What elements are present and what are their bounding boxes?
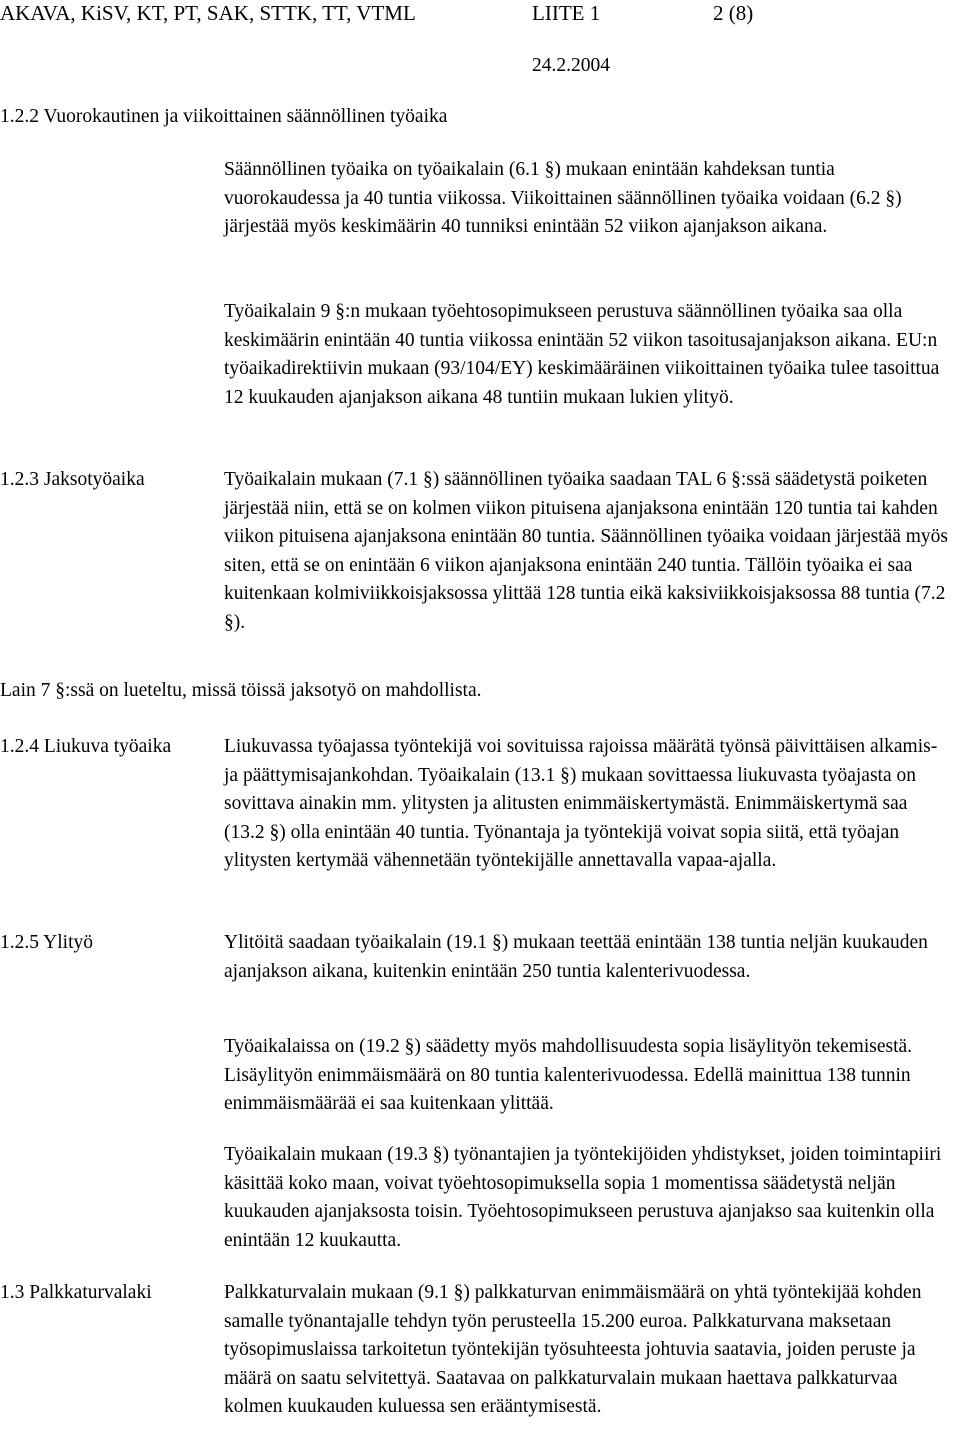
header-page-number: 2 (8) (713, 1, 754, 25)
paragraph: Liukuvassa työajassa työntekijä voi sovituissa rajoissa määrätä työnsä päivittäisen alkamis- ja päättymisajankohdan. Työaikalain (13.1 §) mukaan sovittaessa liukuvasta työajasta on sovittava ainakin mm. ylitysten ja alitusten enimmäiskertymästä. Enimmäiskertymä saa (13.2 §) olla enintään 40 tuntia. Työnantaja ja työntekijä voivat sopia siitä, että työajan ylitysten kertymää vähennetään työntekijälle annettavalla vapaa-ajalla. (224, 736, 938, 872)
section-label-1-2-4: 1.2.4 Liukuva työaika (0, 736, 172, 757)
section-title-1-2-2: 1.2.2 Vuorokautinen ja viikoittainen säännöllinen työaika (0, 106, 448, 127)
paragraph: Työaikalaissa on (19.2 §) säädetty myös mahdollisuudesta sopia lisäylityön tekemisestä. Lisäylityön enimmäismäärä on 80 tuntia kalenterivuodessa. Edellä mainittua 138 tunnin enimmäismäärää ei saa kuitenkaan ylittää. (224, 1036, 913, 1115)
section-1-2-2-body (224, 156, 952, 242)
section-label-1-2-5: 1.2.5 Ylityö (0, 932, 93, 953)
paragraph: Työaikalain mukaan (19.3 §) työnantajien ja työntekijöiden yhdistykset, joiden toimintapiiri käsittää koko maan, voivat työehtosopimuksella sopia 1 momentissa säädetystä neljän kuukauden ajanjaksosta toisin. Työehtosopimukseen perustuva ajanjakso saa kuitenkin olla enintään 12 kuukautta. (224, 1144, 942, 1251)
section-1-2-3-body (224, 466, 952, 638)
section-1-2-5-body-2 (224, 1033, 952, 1119)
paragraph: Työaikalain 9 §:n mukaan työehtosopimukseen perustuva säännöllinen työaika saa olla keskimäärin enintään 40 tuntia viikossa enintään 52 viikon tasoitusajanjakson aikana. EU:n työaikadirektiivin mukaan (93/104/EY) keskimääräinen viikoittainen työaika tulee tasoittua 12 kuukauden ajanjakson aikana 48 tuntiin mukaan lukien ylityö. (224, 301, 940, 408)
paragraph: Työaikalain mukaan (7.1 §) säännöllinen työaika saadaan TAL 6 §:ssä säädetystä poiketen järjestää niin, että se on kolmen viikon pituisena ajanjaksona enintään 120 tuntia tai kahden viikon pituisena ajanjaksona enintään 80 tuntia. Säännöllinen työaika voidaan järjestää myös siten, että se on enintään 6 viikon ajanjaksona enintään 240 tuntia. Tällöin työaika ei saa kuitenkaan kolmiviikkoisjaksossa ylittää 128 tuntia eikä kaksiviikkoisjaksossa 88 tuntia (7.2 §). (224, 469, 949, 633)
header-date: 24.2.2004 (532, 55, 610, 76)
paragraph: Säännöllinen työaika on työaikalain (6.1 §) mukaan enintään kahdeksan tuntia vuorokaudessa ja 40 tuntia viikossa. Viikoittainen säännöllinen työaika voidaan (6.2 §) järjestää myös keskimäärin 40 tunniksi enintään 52 viikon ajanjakson aikana. (224, 159, 902, 238)
section-1-2-4-body (224, 733, 952, 876)
section-1-2-3-note: Lain 7 §:ssä on lueteltu, missä töissä jaksotyö on mahdollista. (0, 680, 482, 701)
section-1-2-5-body (224, 929, 952, 986)
header-appendix: LIITE 1 (532, 1, 601, 25)
paragraph: Ylitöitä saadaan työaikalain (19.1 §) mukaan teettää enintään 138 tuntia neljän kuukauden ajanjakson aikana, kuitenkin enintään 250 tuntia kalenterivuodessa. (224, 932, 928, 982)
section-label-1-3: 1.3 Palkkaturvalaki (0, 1282, 152, 1303)
header-organizations: AKAVA, KiSV, KT, PT, SAK, STTK, TT, VTML (0, 1, 416, 25)
section-label-1-2-3: 1.2.3 Jaksotyöaika (0, 469, 145, 490)
paragraph: Palkkaturvalain mukaan (9.1 §) palkkaturvan enimmäismäärä on yhtä työntekijää kohden samalle työnantajalle tehdyn työn perusteella 15.200 euroa. Palkkaturvana maksetaan työsopimuslaissa tarkoitetun työntekijän työsuhteesta johtuvia saatavia, joiden peruste ja määrä on saatu selvitettyä. Saatavaa on palkkaturvalain mukaan haettava palkkaturvaa kolmen kuukauden kuluessa sen erääntymisestä. (224, 1282, 922, 1418)
section-1-2-5-body-3 (224, 1141, 952, 1255)
section-1-3-body (224, 1279, 952, 1422)
section-1-2-2-body-2 (224, 298, 952, 412)
